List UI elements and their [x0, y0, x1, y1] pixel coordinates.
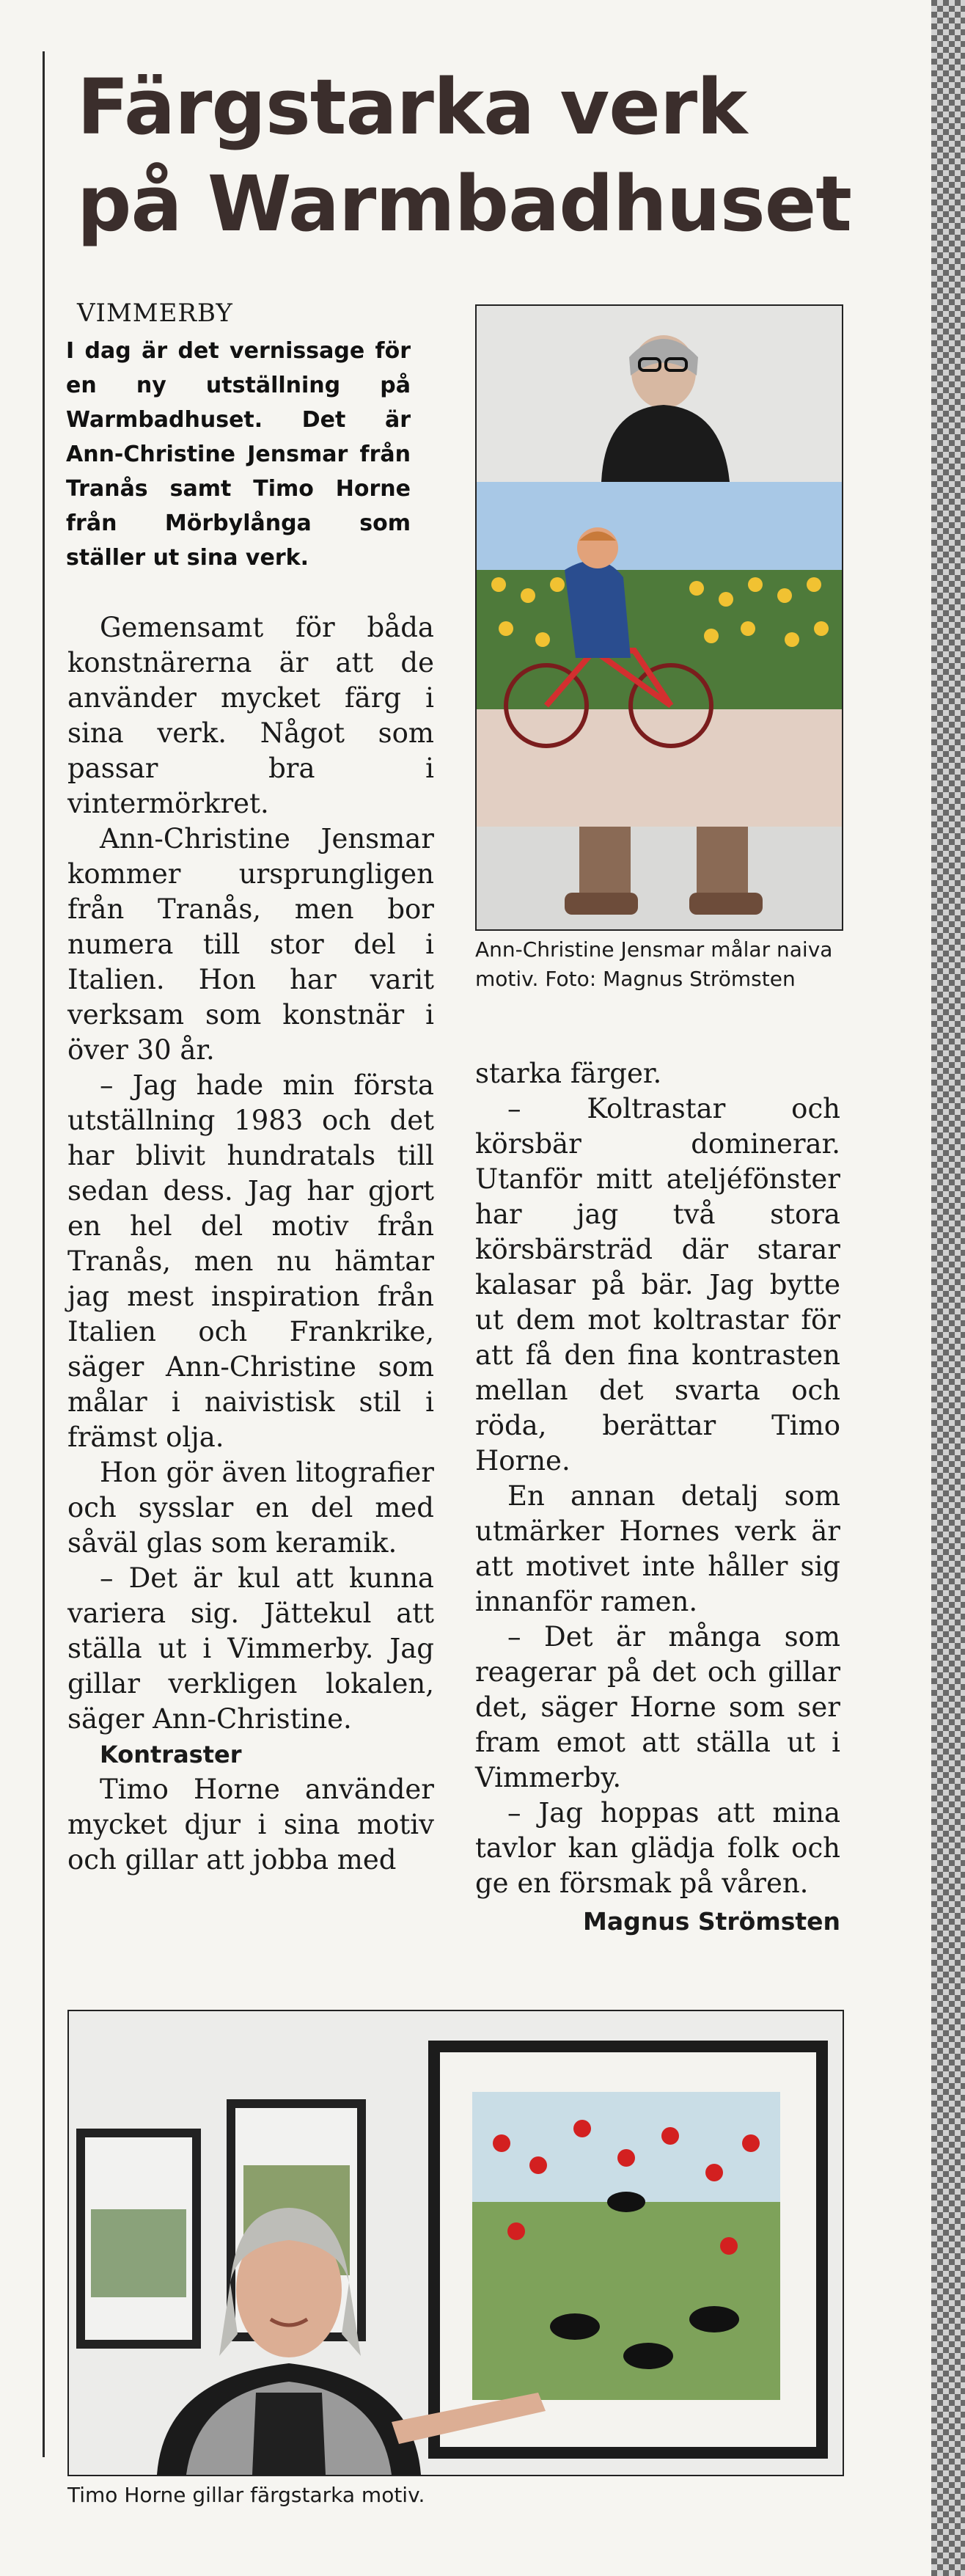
right-paragraph: – Koltrastar och körsbär dominerar. Utanför mitt ateljéfönster har jag två stora körsbärsträd där starar kalasar på bär. Jag bytte ut dem mot koltrastar för att få den fina kontrasten mellan det svarta och röda, berättar Timo Horne.	[475, 1093, 840, 1477]
left-column-rule	[43, 51, 45, 2457]
right-paragraph: starka färger.	[475, 1058, 662, 1089]
photo-timo-horne-illustration	[69, 2011, 843, 2475]
photo1-caption: Ann-Christine Jensmar målar naiva motiv. Foto: Magnus Strömsten	[475, 937, 833, 991]
lead-paragraph: I dag är det vernissage för en ny utställning på Warmbadhuset. Det är Ann-Christine Jensmar från Tranås samt Timo Horne från Mörbylånga som ställer ut sina verk.	[66, 338, 411, 571]
left-paragraph: Hon gör även litografier och sysslar en del med såväl glas som keramik.	[67, 1457, 434, 1559]
photo2-caption: Timo Horne gillar färgstarka motiv.	[67, 2483, 425, 2507]
right-paragraph: En annan detalj som utmärker Hornes verk är att motivet inte håller sig innanför ramen.	[475, 1480, 840, 1617]
right-paragraph: – Det är många som reagerar på det och gillar det, säger Horne som ser fram emot att ställa ut i Vimmerby.	[475, 1621, 840, 1793]
headline	[77, 59, 884, 252]
left-paragraph: Timo Horne använder mycket djur i sina motiv och gillar att jobba med	[67, 1774, 434, 1876]
right-paragraph: – Jag hoppas att mina tavlor kan glädja folk och ge en försmak på våren.	[475, 1797, 840, 1899]
subhead: Kontraster	[100, 1741, 242, 1768]
left-column	[67, 610, 434, 1878]
left-paragraph: – Det är kul att kunna variera sig. Jättekul att ställa ut i Vimmerby. Jag gillar verkligen lokalen, säger Ann-Christine.	[67, 1562, 434, 1735]
headline-line2: på Warmbadhuset	[77, 159, 851, 249]
left-paragraph: Ann-Christine Jensmar kommer ursprungligen från Tranås, men bor numera till stor del i Italien. Hon har varit verksam som konstnär i över 30 år.	[67, 823, 434, 1066]
left-paragraph: – Jag hade min första utställning 1983 och det har blivit hundratals till sedan dess. Jag har gjort en hel del motiv från Tranås, men nu hämtar jag mest inspiration från Italien och Frankrike, säger Ann-Christine som målar i naivistisk stil i främst olja.	[67, 1069, 434, 1453]
photo-ann-christine	[475, 304, 843, 931]
photo-ann-christine-illustration	[477, 306, 842, 929]
byline: Magnus Strömsten	[582, 1907, 840, 1936]
photo-timo-horne	[67, 2010, 844, 2476]
dateline: VIMMERBY	[77, 299, 233, 328]
headline-line1: Färgstarka verk	[77, 62, 747, 152]
torn-edge	[931, 0, 965, 2576]
left-paragraph: Gemensamt för båda konstnärerna är att de använder mycket färg i sina verk. Något som passar bra i vintermörkret.	[67, 612, 434, 819]
right-column	[475, 1056, 840, 1939]
